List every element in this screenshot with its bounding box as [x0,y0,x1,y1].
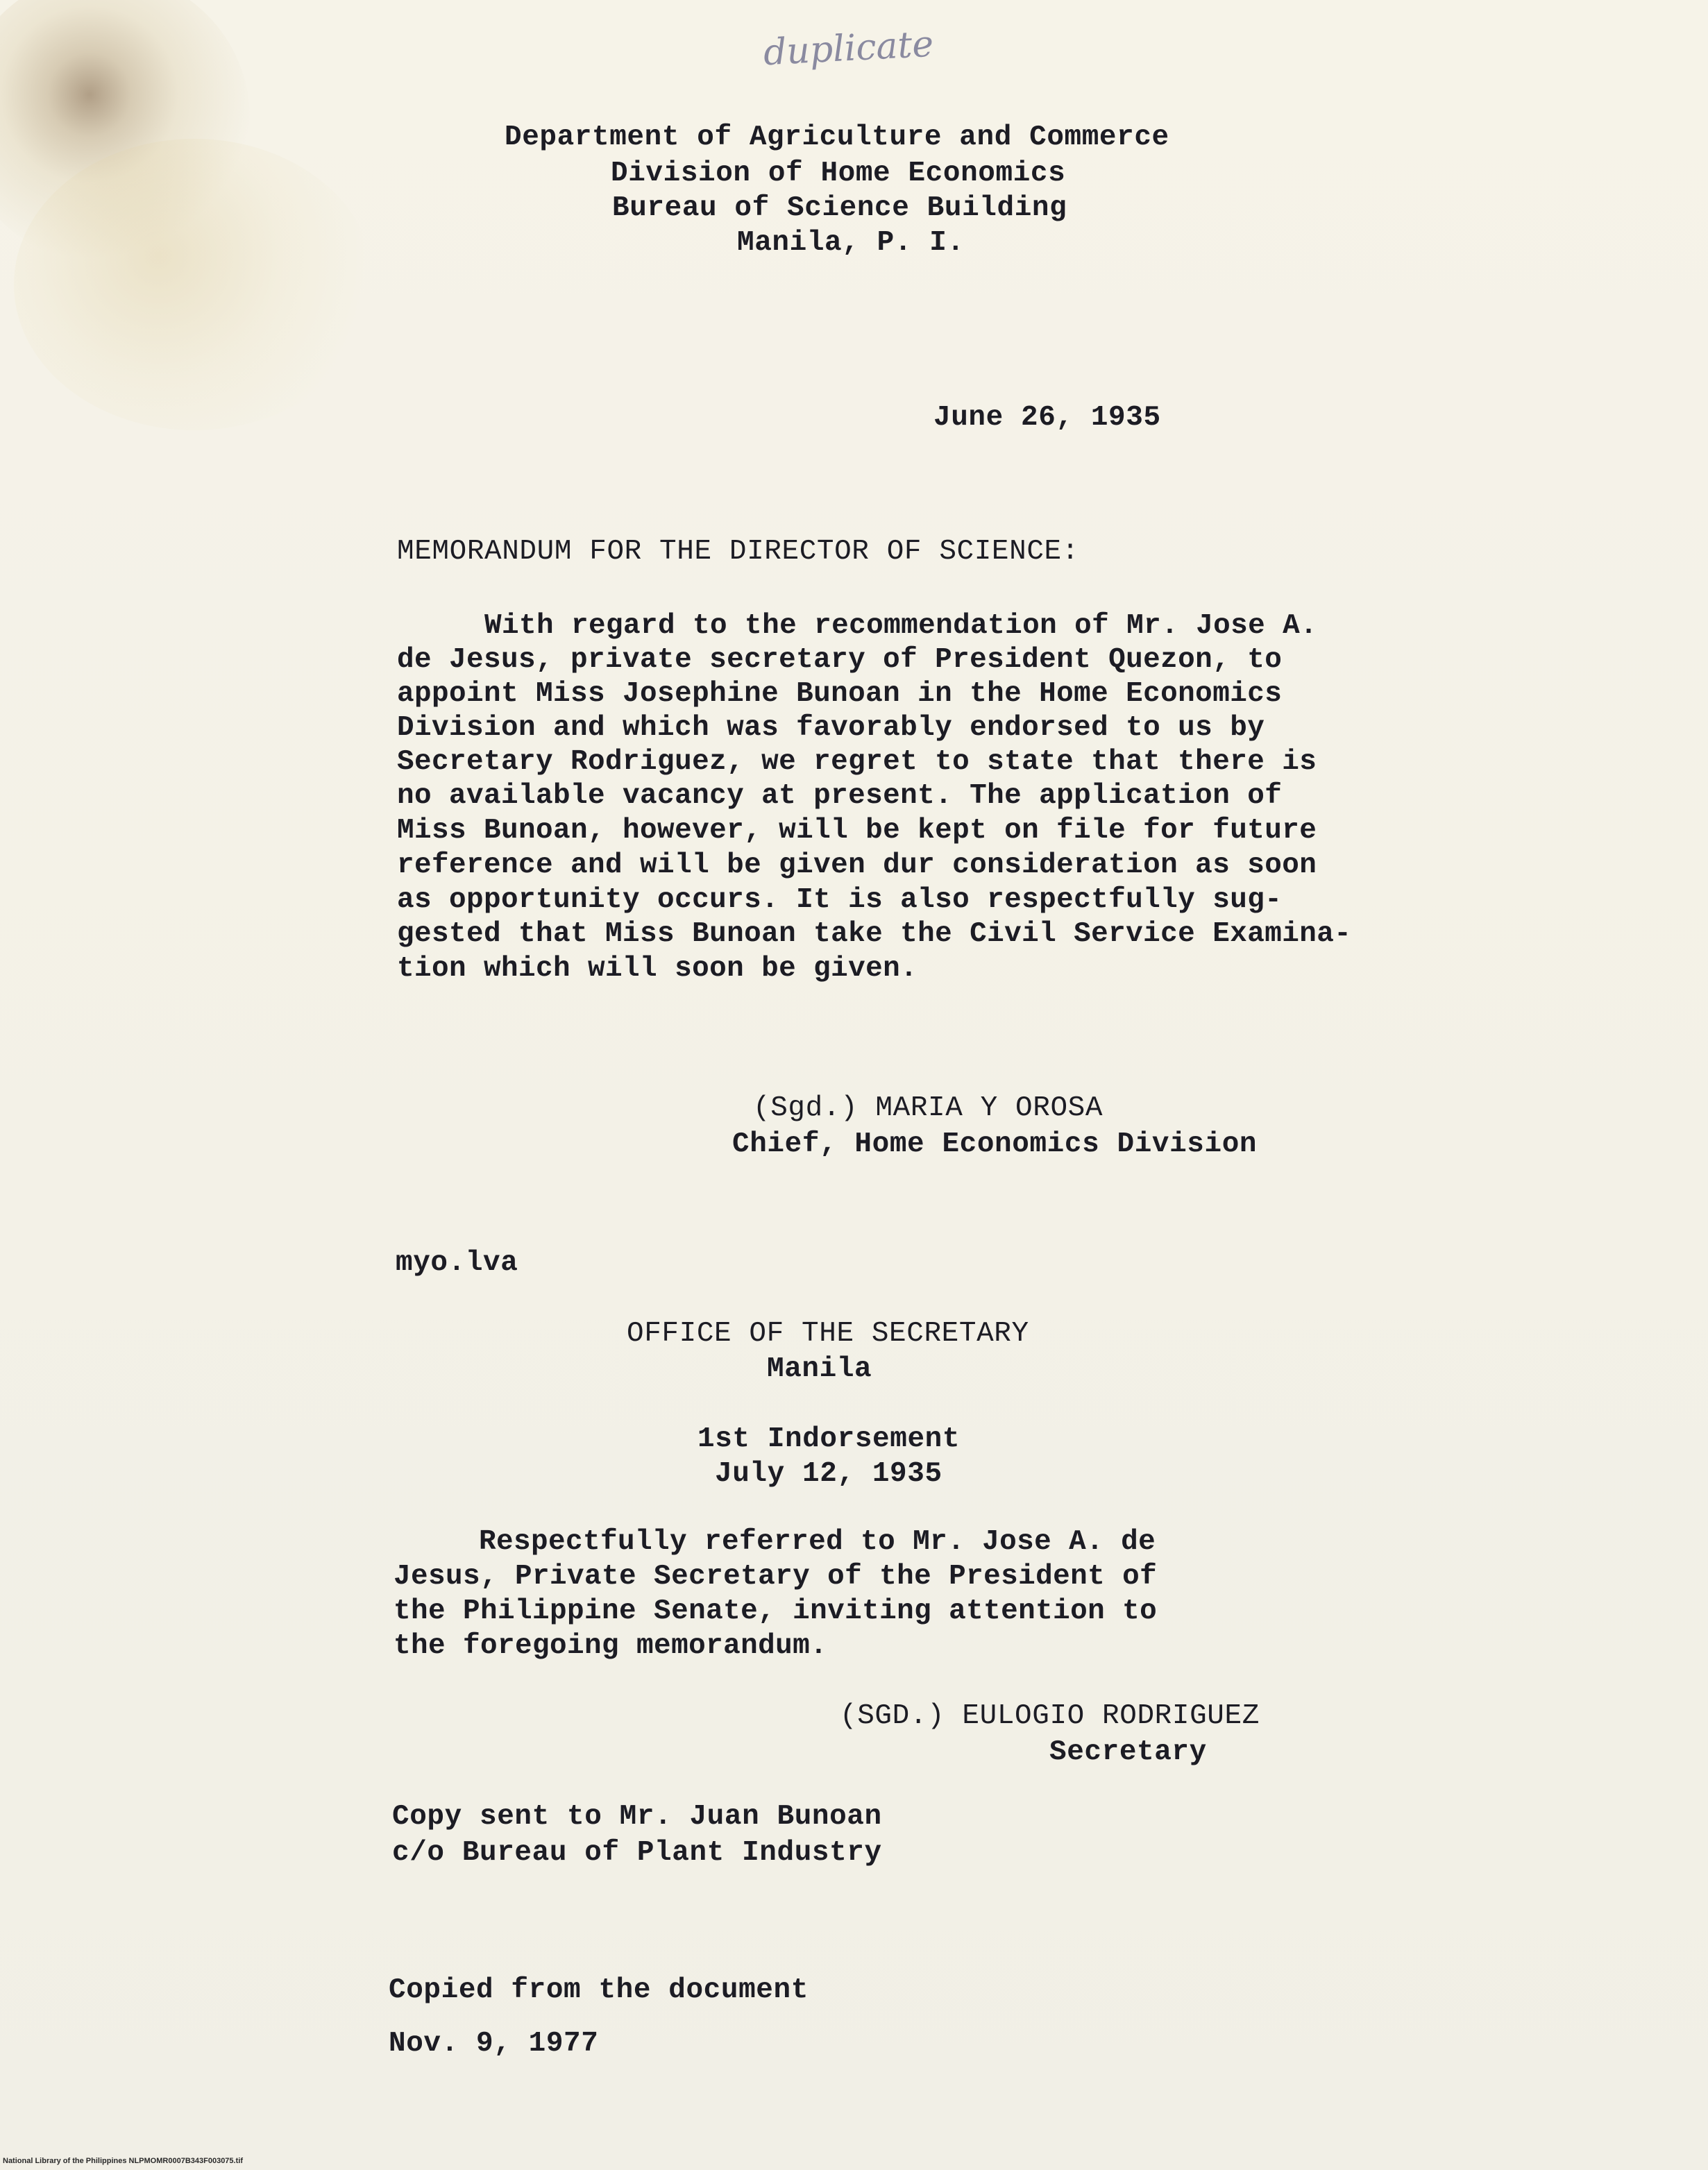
reference-initials: myo.lva [396,1247,518,1279]
memo-date: June 26, 1935 [933,402,1161,434]
archive-footer: National Library of the Philippines NLPMOMR0007B343F003075.tif [3,2157,243,2165]
age-stain-halo [14,139,375,430]
memo-body-line: reference and will be given dur consideration as soon [397,849,1317,881]
copied-note-date: Nov. 9, 1977 [389,2028,599,2060]
indorsement-office: OFFICE OF THE SECRETARY [627,1318,1029,1350]
memo-body-line: no available vacancy at present. The application of [397,780,1283,812]
memo-body-line: Division and which was favorably endorsed to us by [397,712,1265,744]
copy-note-line: c/o Bureau of Plant Industry [392,1837,882,1869]
indorsement-body-line: the Philippine Senate, inviting attention to [394,1595,1158,1627]
indorsement-title: 1st Indorsement [697,1423,961,1455]
memo-body-line: appoint Miss Josephine Bunoan in the Home Economics [397,678,1283,710]
letterhead-building: Bureau of Science Building [612,192,1067,224]
memo-body-line: de Jesus, private secretary of President Quezon, to [397,644,1283,676]
copy-note-line: Copy sent to Mr. Juan Bunoan [392,1801,882,1833]
memo-body-line: as opportunity occurs. It is also respectfully sug- [397,884,1283,916]
memo-body-line: With regard to the recommendation of Mr. Jose A. [484,610,1318,642]
copied-note-line: Copied from the document [389,1974,809,2006]
memo-body-line: Miss Bunoan, however, will be kept on file for future [397,815,1317,847]
memo-signature: (Sgd.) MARIA Y OROSA [753,1092,1104,1124]
indorsement-signer-title: Secretary [1049,1736,1207,1768]
indorsement-body-line: Jesus, Private Secretary of the President of [394,1561,1158,1593]
indorsement-body-line: Respectfully referred to Mr. Jose A. de [479,1526,1156,1558]
memo-heading: MEMORANDUM FOR THE DIRECTOR OF SCIENCE: [397,536,1079,568]
memo-body-line: tion which will soon be given. [397,953,918,985]
memo-body-line: gested that Miss Bunoan take the Civil Service Examina- [397,918,1352,950]
indorsement-body-line: the foregoing memorandum. [394,1630,828,1662]
indorsement-signature: (SGD.) EULOGIO RODRIGUEZ [840,1700,1260,1732]
indorsement-city: Manila [767,1353,872,1385]
memo-signer-title: Chief, Home Economics Division [732,1128,1258,1160]
letterhead-division: Division of Home Economics [611,158,1066,189]
handwritten-annotation: duplicate [762,23,935,74]
indorsement-date: July 12, 1935 [715,1458,942,1490]
letterhead-department: Department of Agriculture and Commerce [505,121,1169,153]
memo-body-line: Secretary Rodriguez, we regret to state that there is [397,746,1317,778]
letterhead-city: Manila, P. I. [737,227,965,259]
